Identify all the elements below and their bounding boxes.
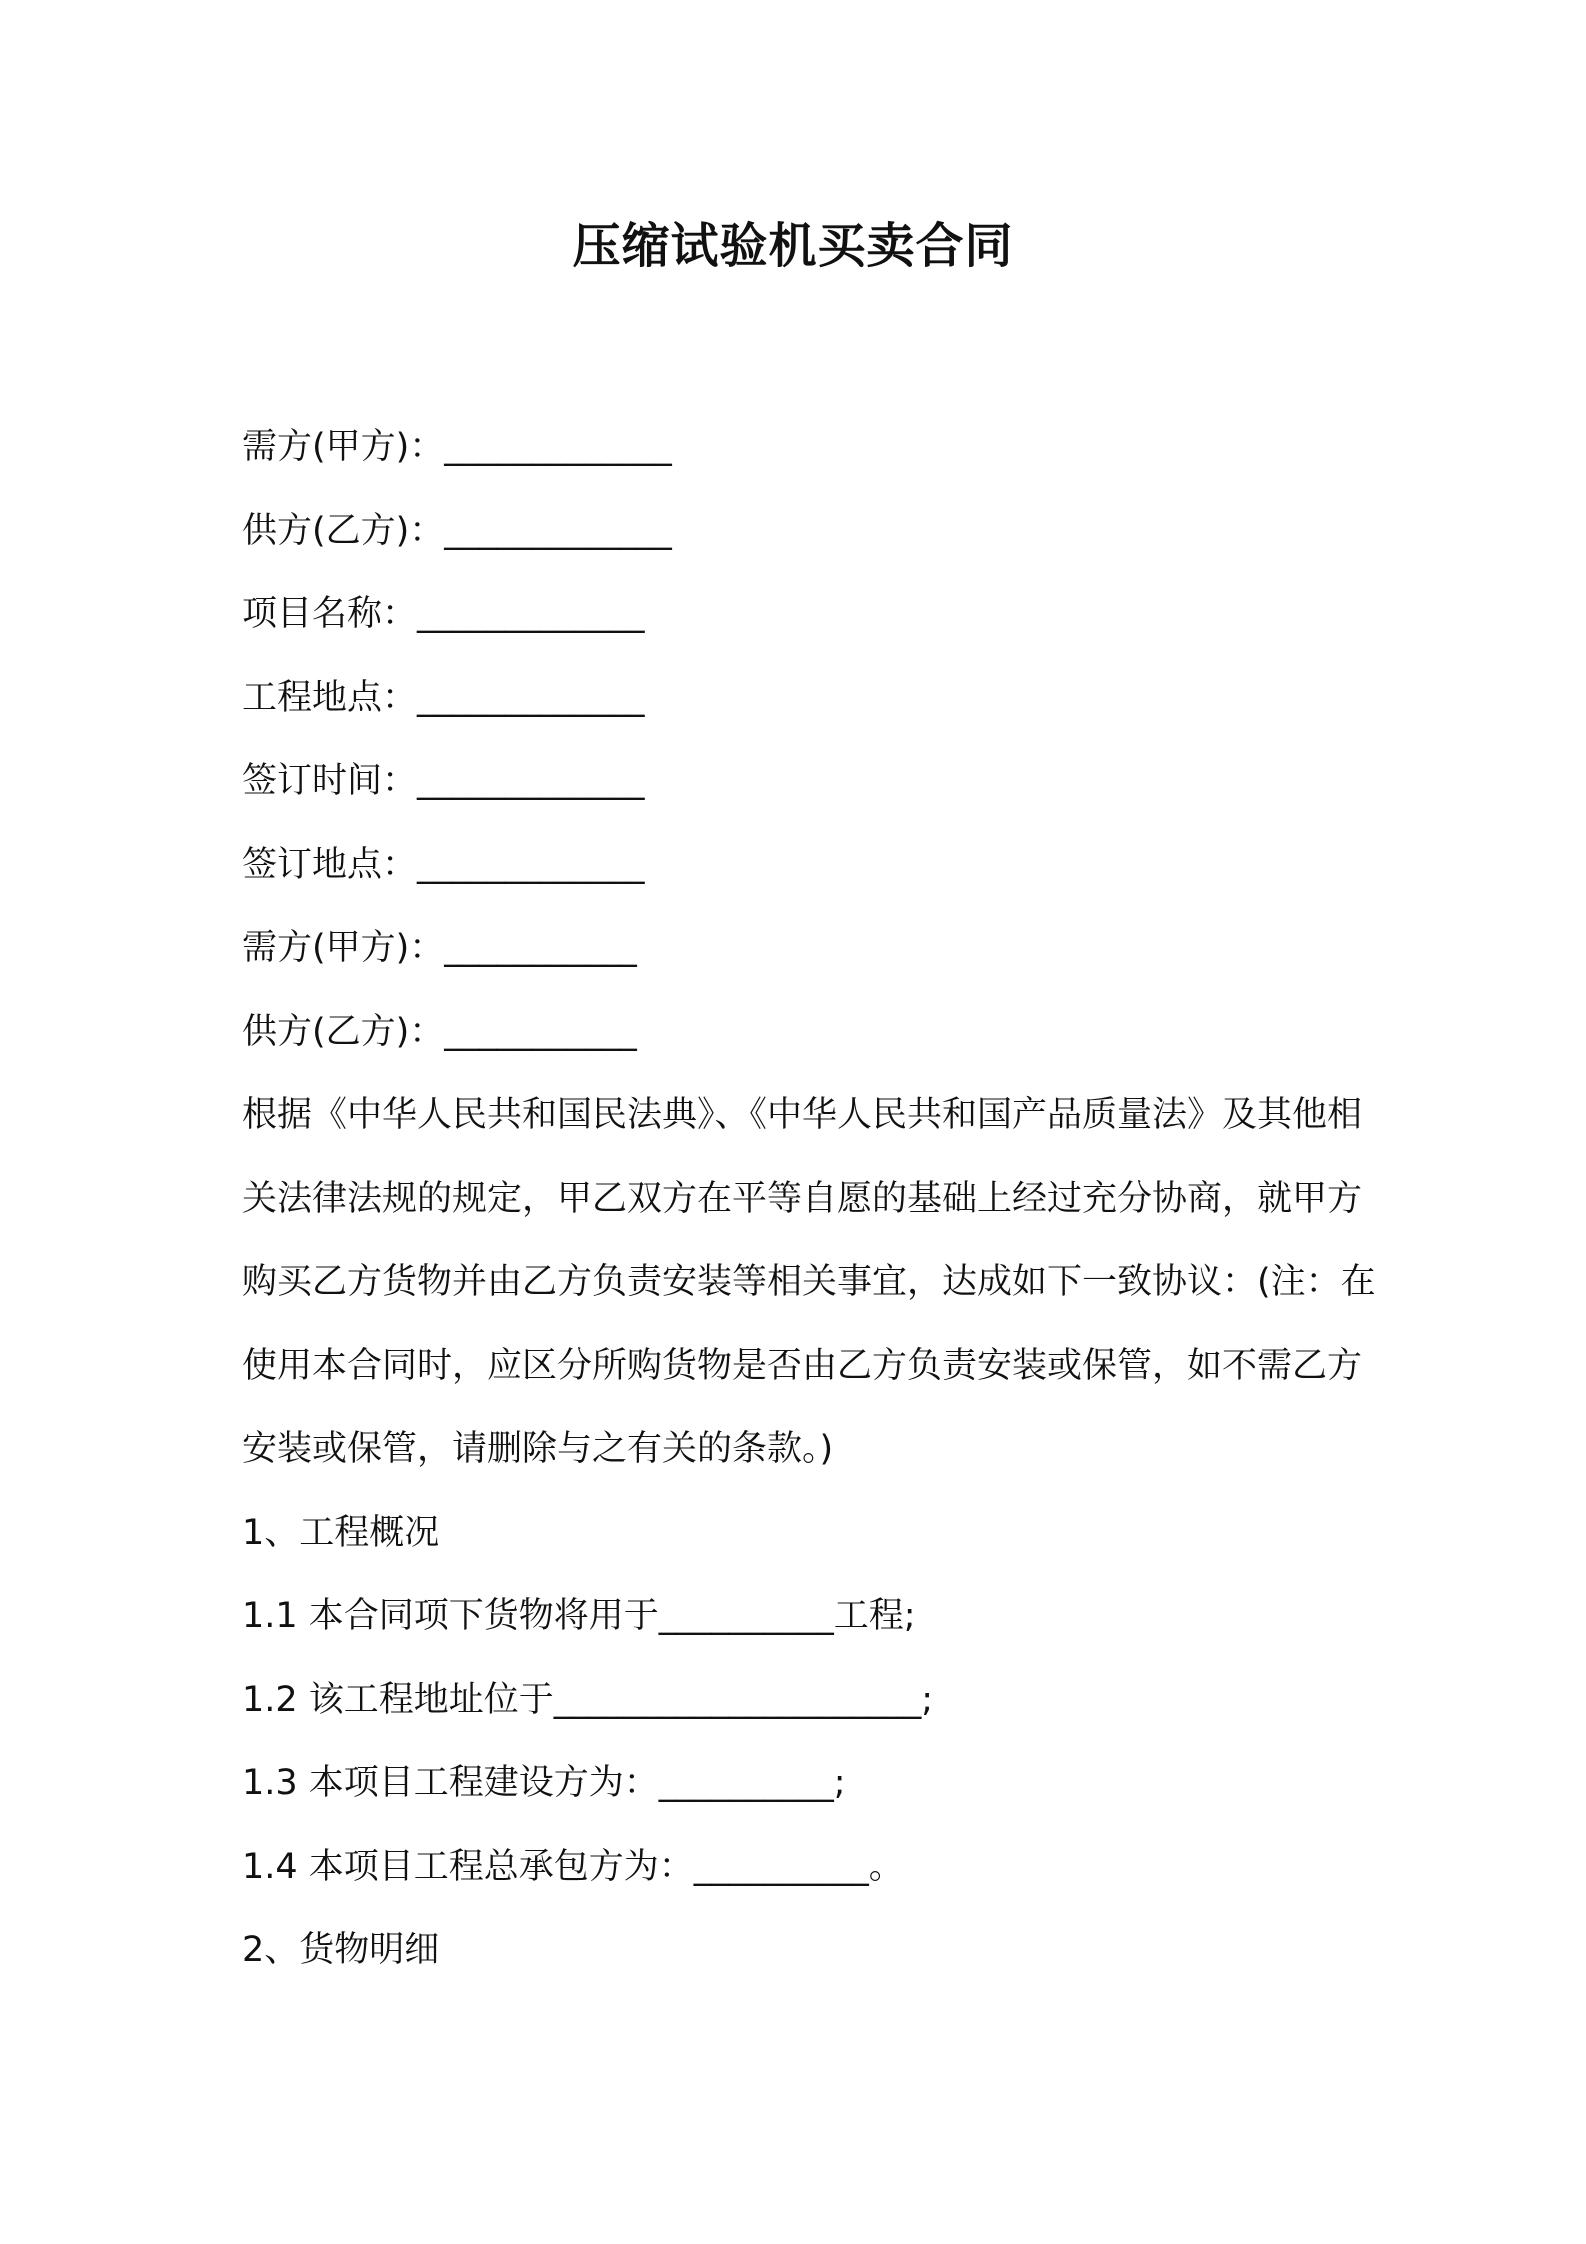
section-2-heading: 2、货物明细 (242, 1930, 440, 1970)
field-buyer: 需方(甲方)：_____________ (242, 427, 672, 467)
document-title: 压缩试验机买卖合同 (572, 218, 1014, 274)
section-1-item-4: 1.4 本项目工程总承包方为：__________。 (242, 1846, 904, 1887)
field-signing-place: 签订地点：_____________ (242, 844, 645, 885)
section-1-item-2: 1.2 该工程地址位于_____________________; (242, 1679, 934, 1720)
document-body (242, 406, 1382, 1993)
section-1-item-1: 1.1 本合同项下货物将用于__________工程; (242, 1596, 916, 1636)
field-buyer-repeat: 需方(甲方)：___________ (242, 928, 637, 968)
field-seller-repeat: 供方(乙方)：___________ (242, 1011, 637, 1052)
section-1-heading: 1、工程概况 (242, 1512, 440, 1553)
field-signing-time: 签订时间：_____________ (242, 761, 645, 801)
field-project-location: 工程地点：_____________ (242, 677, 645, 718)
intro-paragraph: 根据《中华人民共和国民法典》、《中华人民共和国产品质量法》及其他相关法律法规的规定，甲乙双方在平等自愿的基础上经过充分协商，就甲方购买乙方货物并由乙方负责安装等相关事宜，达成如下一致协议：(注：在使用本合同时，应区分所购货物是否由乙方负责安装或保管，如不需乙方安装或保管，请删除与之有关的条款。) (242, 1095, 1376, 1469)
section-1-item-3: 1.3 本项目工程建设方为：__________; (242, 1763, 846, 1803)
field-project-name: 项目名称：_____________ (242, 594, 645, 634)
field-seller: 供方(乙方)：_____________ (242, 510, 672, 551)
